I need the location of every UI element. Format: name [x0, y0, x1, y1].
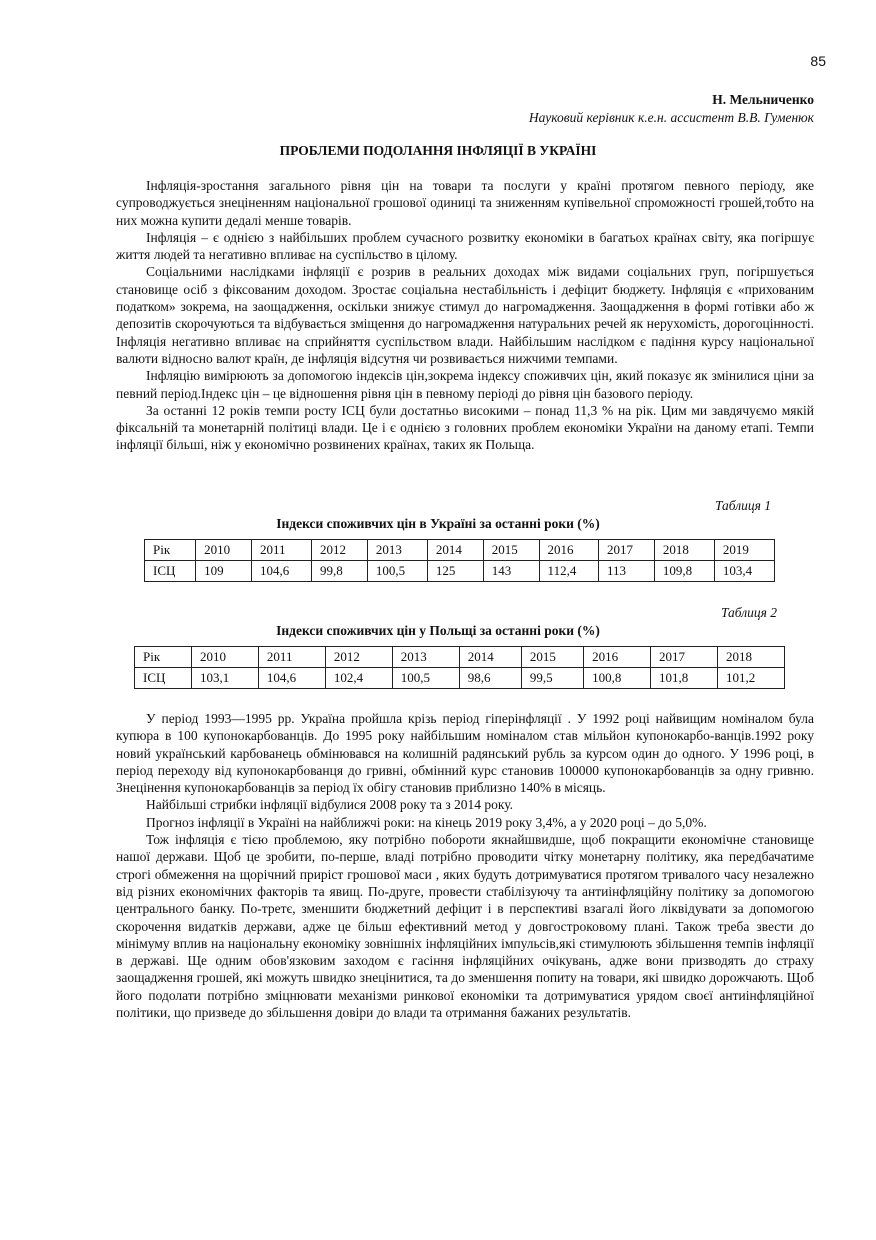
table-cell: 2015: [521, 647, 583, 668]
table-cell: 99,8: [312, 561, 368, 582]
table-cell: 100,5: [367, 561, 427, 582]
table-cell: 104,6: [258, 668, 325, 689]
table-cell: 100,5: [392, 668, 459, 689]
table-cell: 125: [427, 561, 483, 582]
table1-caption: Таблиця 1: [715, 498, 772, 513]
table-poland-cpi: [134, 646, 785, 689]
table-cell: 143: [483, 561, 539, 582]
table-cell: 101,2: [717, 668, 784, 689]
table-cell: 2016: [584, 647, 651, 668]
paragraph: Інфляція – є однією з найбільших проблем сучасного розвитку економіки в багатьох країнах світу, яка погіршує життя людей та негативно впливає на суспільство в цілому.: [116, 229, 814, 263]
table-cell: 2014: [459, 647, 521, 668]
table-row: [145, 561, 775, 582]
table-cell: ІСЦ: [135, 668, 192, 689]
body-text-top: [116, 177, 814, 454]
table-cell: 2010: [196, 540, 252, 561]
paragraph: Соціальними наслідками інфляції є розрив в реальних доходах між видами соціальних груп, погіршується становище осіб з фіксованим доходом. Зростає соціальна нестабільність і дефіцит бюджету. Інфляція є «прихованим податком» зокрема, на заощадження, оскільки знижує стимул до нагромадження. Заощадження в формі готівки або ж депозитів скорочуються та відбувається зміщення до нагромадження натуральних речей як нерухомість, дорогоцінності. Інфляція негативно впливає на сприйняття суспільством влади. Найбільшим наслідком є падіння курсу національної валюти відносно валют країн, де інфляція відсутня чи розвивається нижчими темпами.: [116, 264, 814, 366]
paper-title: ПРОБЛЕМИ ПОДОЛАННЯ ІНФЛЯЦІЇ В УКРАЇНІ: [279, 143, 597, 158]
table-row: [135, 668, 785, 689]
paragraph: Тож інфляція є тією проблемою, яку потрібно побороти якнайшвидше, щоб покращити економічне становище нашої держави. Щоб це зробити, по-перше, владі потрібно проводити чітку монетарну політику, яка передбачатиме строгі обмеження на щорічний приріст грошової маси , яких будуть дотримуватися протягом тривалого часу незалежно від різних економічних факторів та явищ. По-друге, провести стабілізуючу та антиінфляційну політику за допомогою центрального банку. По-третє, зменшити бюджетний дефіцит і в перспективі взагалі його ліквідувати за допомогою скорочення видатків держави, адже це більш ефективний метод у довгостроковому плані. Також треба звести до мінімуму вплив на національну економіку зовнішніх інфляційних імпульсів,які стимулюють збільшення темпів інфляції в державі. Ще одним обов'язковим заходом є гасіння інфляційних очікувань, адже вони призводять до страху заощадження грошей, які можуть швидко знецінитися, та до зменшення попиту на товари, які швидко дорожчають. Щоб його подолати потрібно зміцнювати механізми ринкової економіки та дотримуватися урядом своєї антиінфляційної політики, що призведе до збільшення довіри до влади та отримання бажаних результатів.: [116, 832, 814, 1021]
table-cell: 2011: [258, 647, 325, 668]
table-cell: Рік: [145, 540, 196, 561]
table-cell: 104,6: [251, 561, 311, 582]
table-cell: 2015: [483, 540, 539, 561]
table-cell: 2017: [598, 540, 654, 561]
table-cell: 113: [598, 561, 654, 582]
table-cell: 103,1: [192, 668, 259, 689]
table-cell: Рік: [135, 647, 192, 668]
table-cell: 2016: [539, 540, 598, 561]
table2-caption: Таблиця 2: [721, 605, 778, 620]
table-cell: 102,4: [325, 668, 392, 689]
paragraph: Інфляцію вимірюють за допомогою індексів цін,зокрема індексу споживчих цін, який показує як змінилися ціни за певний період.Індекс цін – це відношення рівня цін в певному періоді до рівня цін базового періоду.: [116, 368, 814, 401]
table-cell: 2019: [714, 540, 774, 561]
author-name: Н. Мельниченко: [712, 92, 814, 107]
table-ukraine-cpi: [144, 539, 775, 582]
table-cell: 2018: [717, 647, 784, 668]
table-cell: 2018: [654, 540, 714, 561]
paragraph: За останні 12 років темпи росту ІСЦ були достатньо високими – понад 11,3 % на рік. Цим ми завдячуємо мякій фіксальній та монетарній політиці влади. Це і є однією з головних проблем економіки України на даному етапі. Темпи інфляції більші, ніж у економічно розвинених країнах, таких як Польща.: [116, 402, 814, 453]
page-number: 85: [810, 53, 826, 69]
paragraph: Найбільші стрибки інфляції відбулися 2008 року та з 2014 року.: [146, 797, 514, 813]
table-cell: 2014: [427, 540, 483, 561]
table-cell: 109: [196, 561, 252, 582]
body-text-bottom: [116, 710, 814, 1021]
paragraph: Прогноз інфляції в Україні на найближчі роки: на кінець 2019 року 3,4%, а у 2020 році – до 5,0%.: [146, 814, 707, 830]
table2-title: Індекси споживчих цін у Польщі за останні роки (%): [276, 623, 600, 638]
table-cell: 2012: [325, 647, 392, 668]
paragraph: У період 1993—1995 рр. Україна пройшла крізь період гіперінфляції . У 1992 році найвищим номіналом була купюра в 100 купонокарбованців. До 1995 року найбільшим номіналом став мільйон купонокарбо-ванців.1992 року новий український карбованець обмінювався на колишній радянський рубль за курсом один до одного. У 1996 році, в період переходу від купонокарбованця до гривні, обмінний курс становив 100000 купонокарбованців за одну гривню. Знецінення купонокарбованців за період їх обігу становив приблизно 140% в місяць.: [116, 711, 814, 796]
table-cell: 103,4: [714, 561, 774, 582]
table-cell: 99,5: [521, 668, 583, 689]
table-cell: 101,8: [651, 668, 718, 689]
table-cell: 2010: [192, 647, 259, 668]
table-cell: 98,6: [459, 668, 521, 689]
table-row-header: [145, 540, 775, 561]
table-cell: 109,8: [654, 561, 714, 582]
supervisor-line: Науковий керівник к.е.н. ассистент В.В. Гуменюк: [528, 110, 814, 125]
table-cell: 2017: [651, 647, 718, 668]
table-cell: 2012: [312, 540, 368, 561]
table-cell: 100,8: [584, 668, 651, 689]
table-cell: 2013: [392, 647, 459, 668]
paragraph: Інфляція-зростання загального рівня цін на товари та послуги у країні протягом певного періоду, яке супроводжується знеціненням національної грошової одиниці та зниженням купівельної спроможності грошей,тобто на них можна купити дедалі менше товарів.: [116, 178, 814, 228]
table1-title: Індекси споживчих цін в Україні за останні роки (%): [276, 516, 600, 531]
table-cell: 2013: [367, 540, 427, 561]
table-cell: ІСЦ: [145, 561, 196, 582]
table-cell: 112,4: [539, 561, 598, 582]
table-row-header: [135, 647, 785, 668]
table-cell: 2011: [251, 540, 311, 561]
